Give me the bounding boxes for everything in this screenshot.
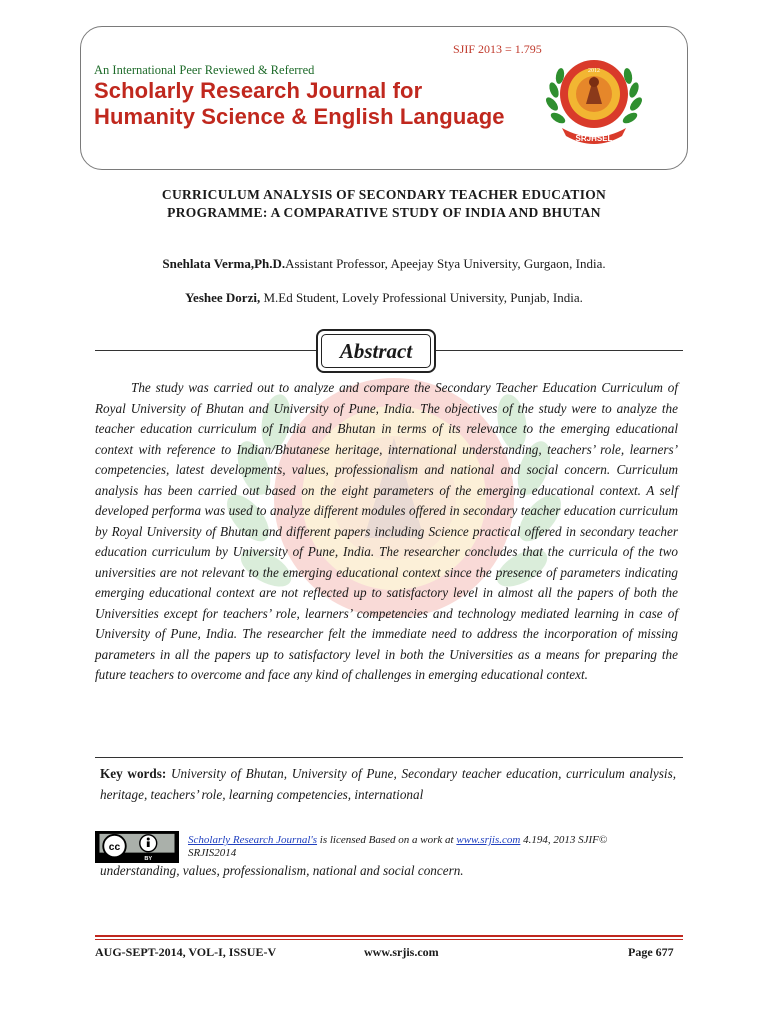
author-2 (0, 290, 768, 306)
keywords-label: Key words: (100, 766, 167, 781)
logo-text: SRJHSEL (575, 134, 613, 143)
journal-logo-icon (540, 42, 648, 150)
footer-issue: AUG-SEPT-2014, VOL-I, ISSUE-V (95, 945, 277, 959)
keywords-continuation: understanding, values, professionalism, national and social concern. (100, 863, 464, 878)
journal-title-line1: Scholarly Research Journal for (94, 78, 423, 103)
keywords-text: University of Bhutan, University of Pune, Secondary teacher education, curriculum analysis, heritage, teachers’ role, learning competencies, international (100, 766, 677, 802)
author-2-name: Yeshee Dorzi, (185, 290, 261, 305)
footer-rule-thin (95, 939, 683, 940)
author-2-affiliation: M.Ed Student, Lovely Professional University, Punjab, India. (260, 290, 583, 305)
author-1-affiliation: Assistant Professor, Apeejay Stya University, Gurgaon, India. (285, 256, 606, 271)
footer-website: www.srjis.com (364, 945, 439, 959)
peer-reviewed-label: An International Peer Reviewed & Referred (94, 63, 315, 77)
srjis-url-link[interactable]: www.srjis.com (456, 834, 521, 846)
sjif-impact: SJIF 2013 = 1.795 (453, 42, 542, 56)
keywords-rule (95, 757, 683, 758)
footer-page-number: Page 677 (628, 945, 674, 959)
journal-title-line2: Humanity Science & English Language (94, 104, 505, 129)
author-1 (0, 256, 768, 272)
abstract-body: The study was carried out to analyze and compare the Secondary Teacher Education Curriculum of Royal University of Bhutan and University of Pune, India. The objectives of the study were to analyze the teacher education curriculum of India and Bhutan in terms of its relevance to the emerging educational context with reference to Indian/Bhutanese heritage, international understanding, teachers’ role, learners’ competencies, latest developments, values, professionalism and national and social concern. Curriculum analysis has been carried out based on the eight parameters of the emerging educational context. A self developed performa was used to analyze different modules offered in secondary teacher education curriculum by Royal University of Bhutan and different papers including Science practical offered in secondary teacher education curriculum by University of Pune, India. The researcher concludes that the curricula of the two universities are not relevant to the emerging educational context since the presence of parameters indicating emerging educational context are not reflected up to satisfactory level in almost all the papers of both the Universities except for teachers’ role, learners’ competencies and technology mediated learning in case of University of Pune, India. The researcher felt the immediate need to address the incorporation of missing parameters in all the papers up to satisfactory level in both the Universities as a means for preparing the future teachers to overcome and face any kind of challenges in emerging educational context. (95, 380, 678, 682)
paper-title-line2: PROGRAMME: A COMPARATIVE STUDY OF INDIA AND BHUTAN (167, 205, 601, 220)
license-middle-text: is licensed Based on a work at (317, 834, 457, 846)
abstract-heading: Abstract (321, 334, 431, 368)
logo-year-text: 2012 (588, 68, 600, 74)
cc-by-label: BY (144, 856, 153, 863)
license-statement (188, 834, 658, 860)
footer-rule-thick (95, 935, 683, 937)
journal-license-link[interactable]: Scholarly Research Journal's (188, 834, 318, 846)
author-1-name: Snehlata Verma,Ph.D. (162, 256, 286, 271)
keywords (100, 764, 676, 805)
svg-text:cc: cc (108, 841, 121, 853)
paper-title-line1: CURRICULUM ANALYSIS OF SECONDARY TEACHER EDUCATION (161, 187, 607, 202)
abstract-heading-box (316, 329, 436, 373)
creative-commons-by-icon (95, 831, 179, 863)
license-end-text: 4.194, 2013 SJIF© SRJIS2014 (188, 834, 608, 859)
